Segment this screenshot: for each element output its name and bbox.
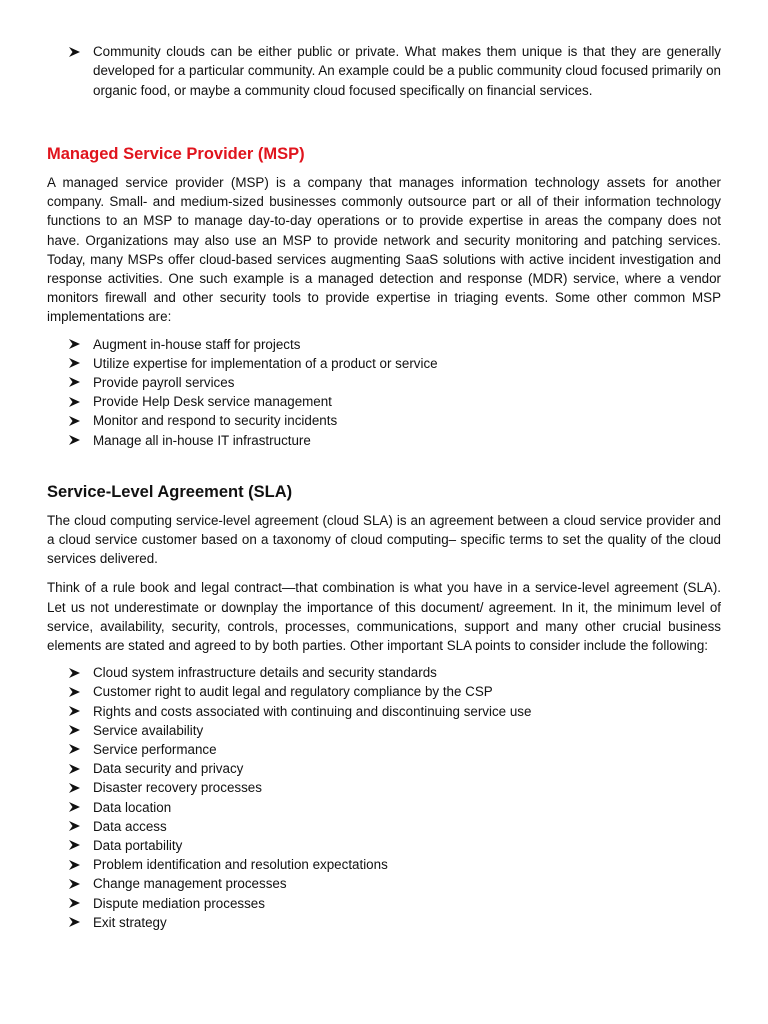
list-item: [47, 373, 721, 392]
list-item: [47, 759, 721, 778]
list-item-text: Manage all in-house IT infrastructure: [93, 432, 311, 448]
list-item-text: Customer right to audit legal and regulatory compliance by the CSP: [93, 684, 493, 700]
list-item: [47, 894, 721, 913]
list-item: [47, 663, 721, 682]
arrowhead-bullet-icon: [69, 836, 83, 855]
list-item-text: Data security and privacy: [93, 761, 244, 777]
list-item: [47, 740, 721, 759]
list-item-text: Cloud system infrastructure details and security standards: [93, 665, 437, 681]
arrowhead-bullet-icon: [69, 411, 83, 430]
list-item: [47, 913, 721, 932]
list-item-text: Provide Help Desk service management: [93, 394, 332, 410]
list-item: [47, 335, 721, 354]
list-item: [47, 874, 721, 893]
intro-bullet-list: [47, 42, 721, 100]
list-item: [47, 702, 721, 721]
arrowhead-bullet-icon: [69, 855, 83, 874]
list-item-text: Monitor and respond to security incidents: [93, 413, 338, 429]
arrowhead-bullet-icon: [69, 354, 83, 373]
list-item-text: Data portability: [93, 837, 183, 853]
sla-paragraph-2: Think of a rule book and legal contract—that combination is what you have in a service-level agreement (SLA). Let us not underestimate or downplay the importance of this document/ agreement. In it, the minimum level of service, availability, security, controls, processes, communications, support and many other crucial business elements are stated and agreed to by both parties. Other important SLA points to consider include the following:: [47, 580, 721, 653]
list-item: [47, 836, 721, 855]
arrowhead-bullet-icon: [69, 335, 83, 354]
list-item: [47, 817, 721, 836]
list-item: [47, 354, 721, 373]
list-item: [47, 855, 721, 874]
arrowhead-bullet-icon: [69, 682, 83, 701]
list-item-text: Utilize expertise for implementation of a product or service: [93, 355, 438, 371]
arrowhead-bullet-icon: [69, 798, 83, 817]
sla-paragraph-1: The cloud computing service-level agreement (cloud SLA) is an agreement between a cloud service provider and a cloud service customer based on a taxonomy of cloud computing– specific terms to set the quality of the cloud services delivered.: [47, 512, 721, 567]
list-item-text: Community clouds can be either public or private. What makes them unique is that they are generally developed for a particular community. An example could be a public community cloud focused primarily on organic food, or maybe a community cloud focused specifically on financial services.: [93, 44, 721, 98]
msp-bullet-list: [47, 335, 721, 450]
list-item-text: Rights and costs associated with continuing and discontinuing service use: [93, 703, 532, 719]
arrowhead-bullet-icon: [69, 431, 83, 450]
arrowhead-bullet-icon: [69, 663, 83, 682]
list-item-text: Exit strategy: [93, 914, 167, 930]
list-item-text: Data access: [93, 818, 167, 834]
list-item: [47, 411, 721, 430]
arrowhead-bullet-icon: [69, 721, 83, 740]
arrowhead-bullet-icon: [69, 702, 83, 721]
arrowhead-bullet-icon: [69, 740, 83, 759]
arrowhead-bullet-icon: [69, 392, 83, 411]
list-item: [47, 392, 721, 411]
list-item: [47, 682, 721, 701]
msp-paragraph: A managed service provider (MSP) is a company that manages information technology assets for another company. Small- and medium-sized businesses commonly outsource part or all of their information technology functions to an MSP to manage day-to-day operations or to provide expertise in areas the company does not have. Organizations may also use an MSP to provide network and security monitoring and patching services. Today, many MSPs offer cloud-based services augmenting SaaS solutions with active incident investigation and response activities. One such example is a managed detection and response (MDR) service, where a vendor monitors firewall and other security tools to provide expertise in triaging events. Some other common MSP implementations are:: [47, 174, 721, 325]
list-item-text: Change management processes: [93, 876, 287, 892]
arrowhead-bullet-icon: [69, 42, 83, 61]
list-item-text: Provide payroll services: [93, 374, 235, 390]
list-item-text: Dispute mediation processes: [93, 895, 265, 911]
section-heading-msp: Managed Service Provider (MSP): [47, 144, 305, 163]
list-item-text: Service performance: [93, 741, 217, 757]
list-item: [47, 431, 721, 450]
list-item-text: Augment in-house staff for projects: [93, 336, 301, 352]
arrowhead-bullet-icon: [69, 894, 83, 913]
list-item-text: Disaster recovery processes: [93, 780, 262, 796]
list-item: [47, 42, 721, 100]
arrowhead-bullet-icon: [69, 373, 83, 392]
arrowhead-bullet-icon: [69, 874, 83, 893]
section-heading-sla: Service-Level Agreement (SLA): [47, 482, 293, 501]
list-item-text: Problem identification and resolution expectations: [93, 857, 388, 873]
arrowhead-bullet-icon: [69, 817, 83, 836]
list-item: [47, 721, 721, 740]
list-item-text: Service availability: [93, 722, 204, 738]
sla-bullet-list: [47, 663, 721, 932]
arrowhead-bullet-icon: [69, 759, 83, 778]
arrowhead-bullet-icon: [69, 913, 83, 932]
list-item-text: Data location: [93, 799, 172, 815]
arrowhead-bullet-icon: [69, 778, 83, 797]
list-item: [47, 798, 721, 817]
list-item: [47, 778, 721, 797]
document-page: [47, 42, 721, 932]
